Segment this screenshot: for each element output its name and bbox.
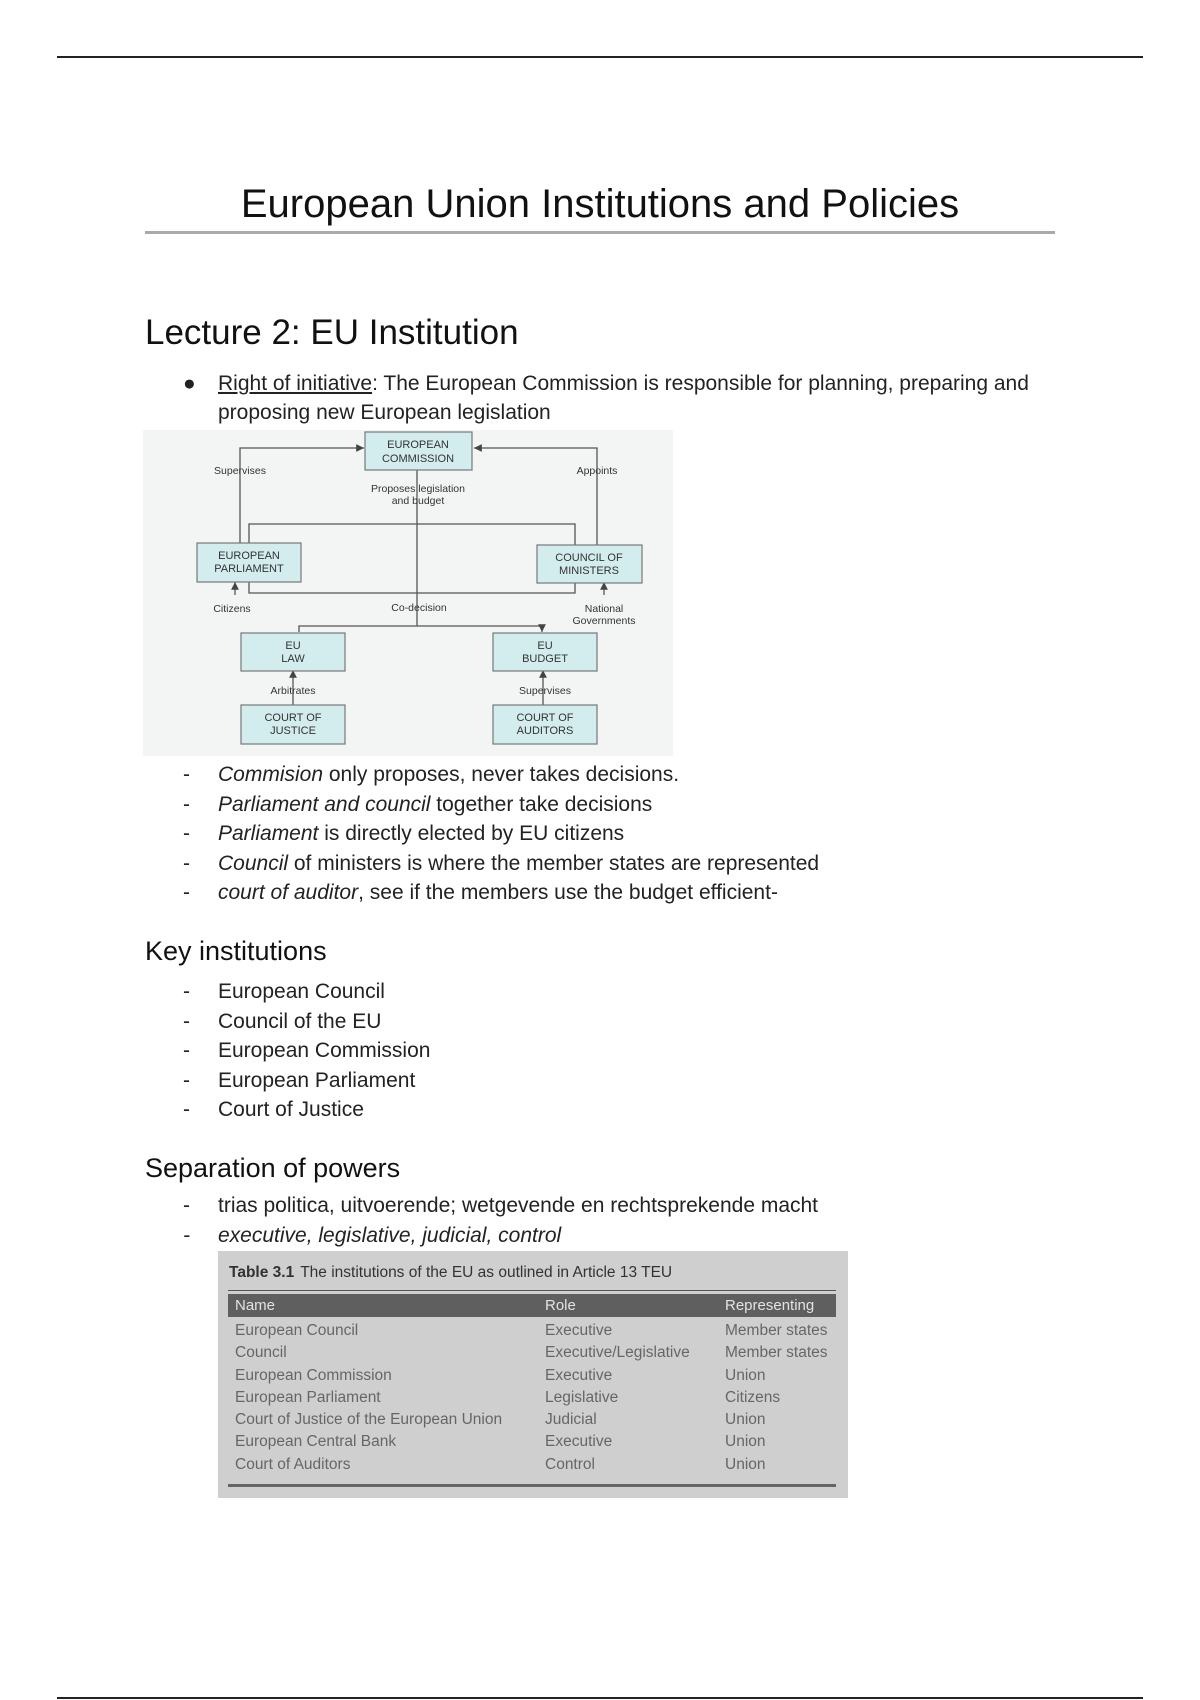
national-label-2: Governments <box>572 615 636 627</box>
parliament-label-1: EUROPEAN <box>218 550 280 562</box>
law-budget-branch <box>299 626 542 632</box>
key-institutions-list <box>183 977 430 1125</box>
eu-budget-box <box>493 633 597 671</box>
proposes-label-2: and budget <box>391 495 445 507</box>
list-item: - trias politica, uitvoerende; wetgevende en rechtsprekende macht <box>183 1191 818 1221</box>
table-row <box>228 1409 836 1431</box>
bullet-term: Right of initiative <box>218 372 373 395</box>
budget-label-1: EU <box>537 640 553 652</box>
note-text: only proposes, never takes decisions. <box>323 763 680 786</box>
proposes-label-1: Proposes legislation <box>371 483 465 495</box>
table-caption-label: Table 3.1 <box>229 1264 295 1281</box>
law-label-2: LAW <box>281 653 305 665</box>
national-label-1: National <box>584 603 624 615</box>
budget-label-2: BUDGET <box>522 653 568 665</box>
justice-label-2: JUSTICE <box>270 725 316 737</box>
table-row <box>228 1365 836 1387</box>
auditors-label-1: COURT OF <box>516 712 574 724</box>
cell-representing: Union <box>725 1455 766 1473</box>
separation-list <box>183 1191 818 1250</box>
table-caption-text: The institutions of the EU as outlined in Article 13 TEU <box>300 1264 673 1281</box>
top-rule <box>57 56 1143 58</box>
list-item: - European Commission <box>183 1036 430 1066</box>
bullet-description: : The European Commission is responsible for planning, preparing and proposing new European legislation <box>218 372 1029 424</box>
cell-role: Executive <box>545 1366 613 1384</box>
cell-role: Executive <box>545 1322 613 1339</box>
note-emphasis: Parliament and council <box>218 792 431 816</box>
list-item <box>183 878 819 908</box>
table-bottom-rule <box>228 1484 836 1487</box>
appoints-label: Appoints <box>576 465 618 477</box>
note-text: , see if the members use the budget efficient- <box>358 881 778 904</box>
table-row <box>228 1431 836 1453</box>
auditors-label-2: AUDITORS <box>516 725 574 737</box>
column-header-representing: Representing <box>725 1297 815 1314</box>
cell-role: Control <box>545 1455 595 1473</box>
diagram-svg <box>143 430 673 756</box>
cell-role: Judicial <box>545 1411 597 1429</box>
council-box <box>537 545 642 583</box>
supervises-connector <box>240 448 364 545</box>
commission-label-1: EUROPEAN <box>387 439 449 451</box>
document-title: European Union Institutions and Policies <box>240 182 960 226</box>
title-underline <box>145 231 1055 234</box>
table-caption <box>229 1264 672 1282</box>
cell-role: Legislative <box>545 1388 619 1406</box>
note-emphasis: Council <box>218 851 289 875</box>
council-label-2: MINISTERS <box>559 565 619 577</box>
note-emphasis: court of auditor <box>218 881 359 904</box>
cell-representing: Union <box>725 1433 766 1451</box>
list-item: - European Council <box>183 977 430 1007</box>
table-body <box>228 1320 836 1476</box>
cell-name: Court of Auditors <box>235 1455 351 1473</box>
citizens-label: Citizens <box>213 603 251 615</box>
note-emphasis: Commision <box>218 763 324 786</box>
list-item: - Council of the EU <box>183 1007 430 1037</box>
note-text: of ministers is where the member states are represented <box>288 851 820 875</box>
table-header <box>228 1294 836 1317</box>
note-text: together take decisions <box>430 792 653 816</box>
justice-label-1: COURT OF <box>264 712 322 724</box>
cell-name: Court of Justice of the European Union <box>235 1411 503 1429</box>
list-item: - Court of Justice <box>183 1095 430 1125</box>
council-label-1: COUNCIL OF <box>555 552 623 564</box>
cell-role: Executive <box>545 1433 613 1451</box>
column-header-name: Name <box>235 1297 276 1314</box>
cell-representing: Member states <box>725 1344 828 1362</box>
cell-name: Council <box>235 1344 287 1362</box>
column-header-role: Role <box>545 1297 576 1314</box>
separation-heading: Separation of powers <box>145 1153 401 1183</box>
supervises-budget-label: Supervises <box>519 685 571 697</box>
bullet-dot: ● <box>183 372 196 395</box>
table-top-rule <box>228 1290 836 1291</box>
eu-law-box <box>241 633 345 671</box>
key-institutions-heading: Key institutions <box>145 936 327 966</box>
cell-name: European Council <box>235 1322 359 1339</box>
list-item: - executive, legislative, judicial, control <box>183 1221 818 1251</box>
note-text: is directly elected by EU citizens <box>318 822 625 845</box>
lecture-heading: Lecture 2: EU Institution <box>145 313 519 352</box>
list-item <box>183 819 819 849</box>
codecision-connector <box>249 582 575 593</box>
bullet-text <box>218 369 1058 427</box>
cell-representing: Union <box>725 1411 766 1429</box>
cell-role: Executive/Legislative <box>545 1344 690 1362</box>
lecture-notes-list <box>183 760 819 908</box>
institutions-diagram <box>143 430 673 756</box>
cell-name: European Commission <box>235 1366 392 1384</box>
arbitrates-label: Arbitrates <box>270 685 316 697</box>
cell-name: European Central Bank <box>235 1433 397 1451</box>
bottom-rule <box>57 1697 1143 1699</box>
list-item <box>183 849 819 879</box>
commission-label-2: COMMISSION <box>381 453 455 465</box>
cell-representing: Member states <box>725 1322 828 1339</box>
list-item <box>183 760 819 790</box>
table-row <box>228 1387 836 1409</box>
law-label-1: EU <box>285 640 301 652</box>
cell-representing: Citizens <box>725 1388 781 1406</box>
appoints-connector <box>474 448 597 545</box>
list-item: - European Parliament <box>183 1066 430 1096</box>
institutions-table <box>218 1251 848 1498</box>
table-row <box>228 1454 836 1476</box>
cell-representing: Union <box>725 1366 766 1384</box>
table-row <box>228 1342 836 1364</box>
table-row <box>228 1320 836 1342</box>
parliament-label-2: PARLIAMENT <box>214 563 284 575</box>
proposes-branch <box>249 524 575 545</box>
codecision-label: Co-decision <box>391 602 447 614</box>
note-emphasis: Parliament <box>218 822 319 845</box>
cell-name: European Parliament <box>235 1388 381 1406</box>
supervises-label: Supervises <box>214 465 266 477</box>
list-item <box>183 790 819 820</box>
